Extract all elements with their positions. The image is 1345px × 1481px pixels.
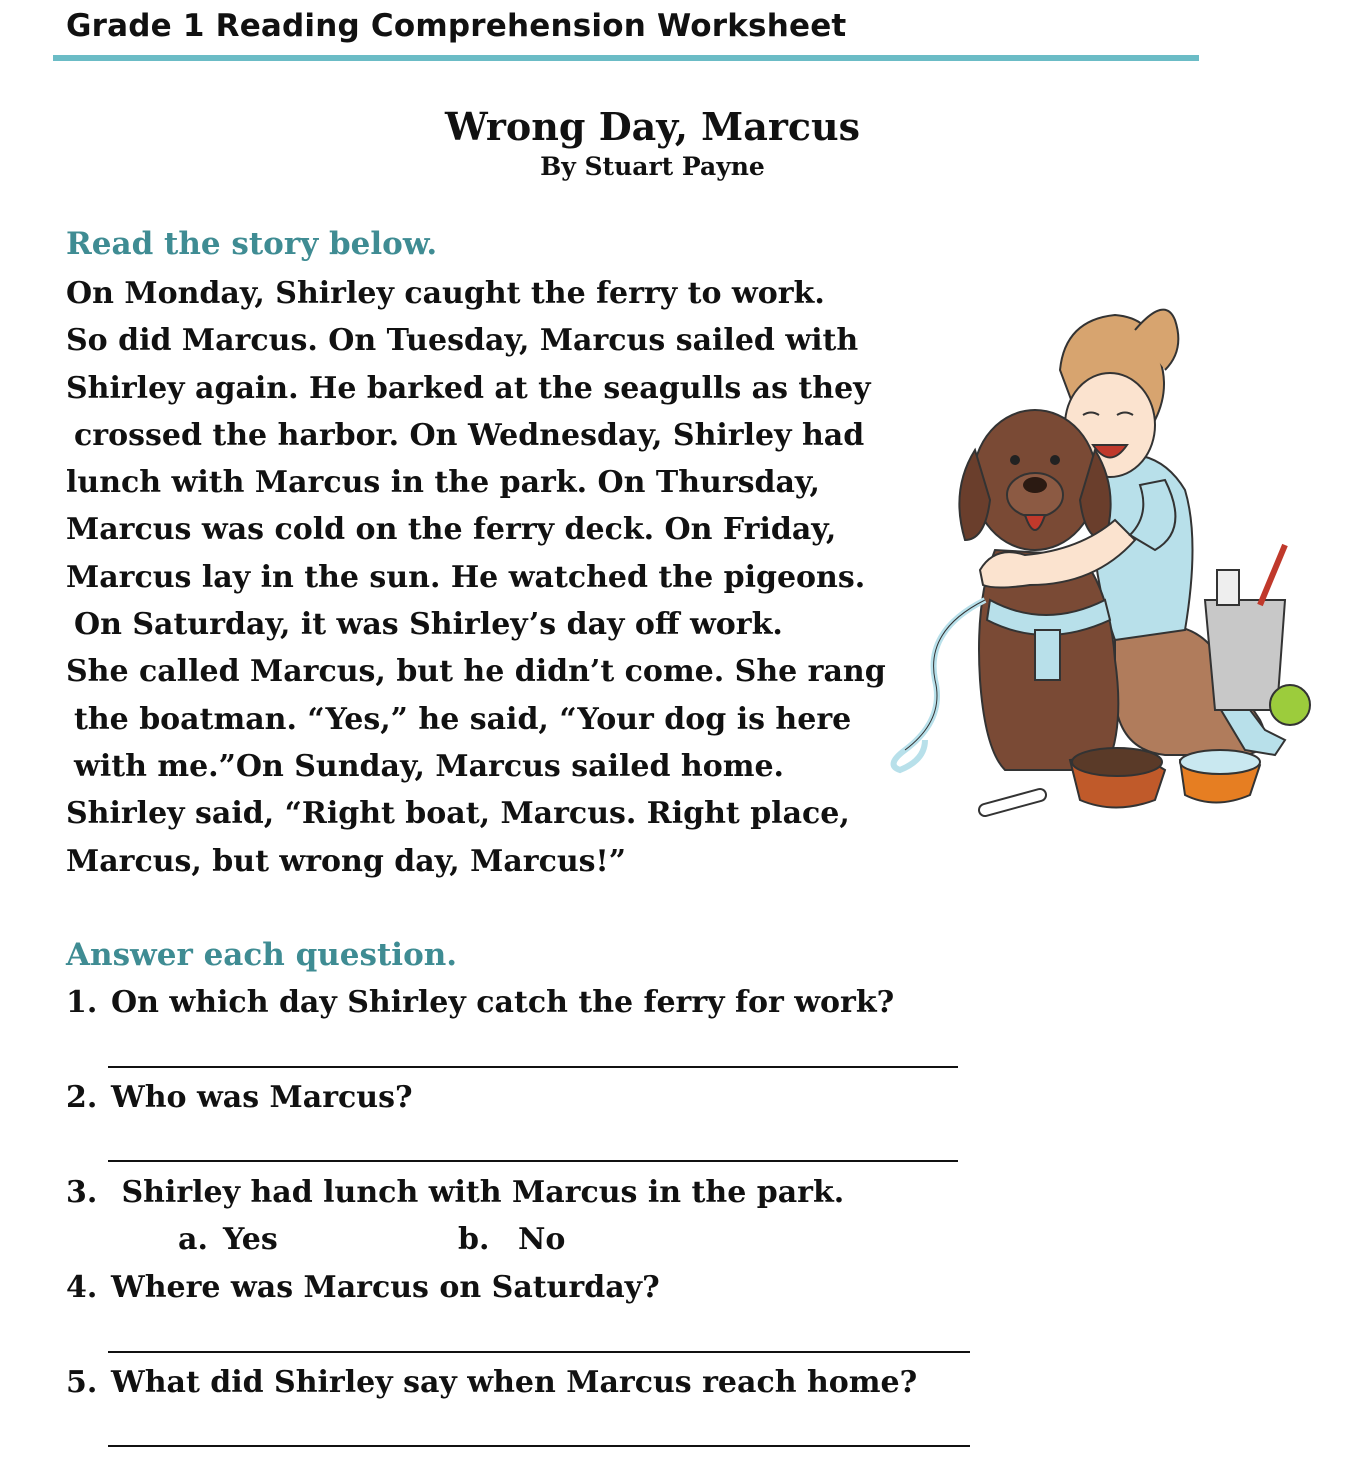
story-line: On Monday, Shirley caught the ferry to work. <box>66 276 825 311</box>
option-letter: a. <box>178 1222 208 1257</box>
question-number: 5. <box>66 1365 98 1400</box>
question-text: What did Shirley say when Marcus reach home? <box>111 1365 918 1400</box>
question-4 <box>66 1270 660 1305</box>
story-line: Marcus, but wrong day, Marcus!” <box>66 843 626 879</box>
question-2 <box>66 1080 413 1115</box>
story-line: with me.”On Sunday, Marcus sailed home. <box>74 748 784 784</box>
woman-hugging-dog-illustration <box>865 300 1335 860</box>
option-letter: b. <box>458 1222 490 1257</box>
story-line: the boatman. “Yes,” he said, “Your dog is here <box>74 701 852 737</box>
answer-line-2[interactable] <box>108 1160 958 1162</box>
question-text: Shirley had lunch with Marcus in the park. <box>111 1175 845 1210</box>
answer-line-1[interactable] <box>108 1066 958 1068</box>
option-text: Yes <box>223 1222 278 1257</box>
question-number: 1. <box>66 985 98 1020</box>
question-1 <box>66 985 894 1020</box>
question-number: 2. <box>66 1080 98 1115</box>
story-line: crossed the harbor. On Wednesday, Shirley had <box>74 417 865 453</box>
question-number: 4. <box>66 1270 98 1305</box>
answer-line-5[interactable] <box>108 1445 970 1447</box>
option-text: No <box>518 1222 566 1257</box>
story-text <box>66 274 886 889</box>
story-line: Marcus was cold on the ferry deck. On Friday, <box>66 512 837 548</box>
worksheet-header-title: Grade 1 Reading Comprehension Worksheet <box>66 8 847 44</box>
story-line: So did Marcus. On Tuesday, Marcus sailed with <box>66 323 859 359</box>
story-line: On Saturday, it was Shirley’s day off work. <box>74 607 783 643</box>
question-number: 3. <box>66 1175 98 1210</box>
header-divider <box>53 55 1199 61</box>
option-no[interactable] <box>458 1222 565 1257</box>
story-line: Shirley said, “Right boat, Marcus. Right place, <box>66 796 850 832</box>
question-3 <box>66 1175 844 1210</box>
answer-line-4[interactable] <box>108 1351 970 1353</box>
story-line: Marcus lay in the sun. He watched the pigeons. <box>66 559 866 595</box>
question-text: On which day Shirley catch the ferry for work? <box>111 985 895 1020</box>
question-5 <box>66 1365 917 1400</box>
question-text: Where was Marcus on Saturday? <box>111 1270 660 1305</box>
option-yes[interactable] <box>178 1222 278 1257</box>
story-line: She called Marcus, but he didn’t come. She rang <box>66 654 886 690</box>
question-text: Who was Marcus? <box>111 1080 413 1115</box>
read-instruction-heading: Read the story below. <box>66 226 438 262</box>
story-author: By Stuart Payne <box>540 152 765 181</box>
story-line: Shirley again. He barked at the seagulls as they <box>66 370 871 406</box>
story-line: lunch with Marcus in the park. On Thursday, <box>66 465 820 501</box>
answer-instruction-heading: Answer each question. <box>66 937 458 973</box>
story-title: Wrong Day, Marcus <box>444 104 861 149</box>
